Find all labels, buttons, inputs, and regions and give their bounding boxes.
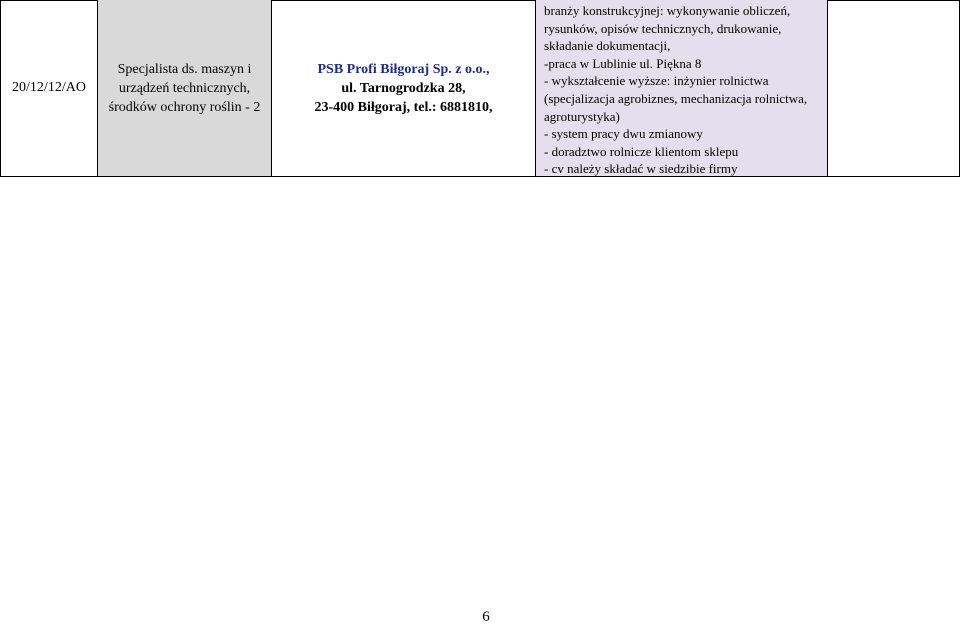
extra-cell [828, 0, 960, 177]
position-title-cell [98, 0, 272, 177]
position-title-line: Specjalista ds. maszyn i [117, 61, 252, 77]
company-name: PSB Profi Biłgoraj Sp. z o.o., [317, 61, 490, 77]
requirements-line: składanie dokumentacji, [544, 38, 671, 54]
requirements-line: - doradztwo rolnicze klientom sklepu [544, 143, 739, 159]
requirements-line: (specjalizacja agrobiznes, mechanizacja rolnictwa, [544, 90, 808, 106]
page-number: 6 [482, 609, 490, 625]
company-info [314, 60, 492, 117]
position-title-line: środków ochrony roślin - 2 [108, 99, 261, 115]
requirements-line: - wykształcenie wyższe: inżynier rolnictwa [544, 73, 769, 89]
offer-id-cell [0, 0, 98, 177]
requirements-line: agroturystyka) [544, 108, 620, 124]
requirements-cell [536, 0, 828, 177]
requirements-line: -praca w Lublinie ul. Piękna 8 [544, 55, 702, 71]
requirements-line: branży konstrukcyjnej: wykonywanie obliczeń, [544, 3, 791, 18]
company-city-phone: 23-400 Biłgoraj, tel.: 6881810, [314, 99, 493, 115]
offers-table [0, 0, 960, 178]
company-street: ul. Tarnogrodzka 28, [341, 80, 466, 96]
requirements-line: - system pracy dwu zmianowy [544, 126, 703, 142]
position-title-line: urządzeń technicznych, [118, 80, 251, 96]
requirements-line: rysunków, opisów technicznych, drukowanie, [544, 20, 782, 36]
offer-id: 20/12/12/AO [12, 80, 86, 95]
company-cell [272, 0, 536, 177]
position-title [109, 60, 261, 117]
requirements-line: - cv należy składać w siedzibie firmy [544, 161, 738, 177]
